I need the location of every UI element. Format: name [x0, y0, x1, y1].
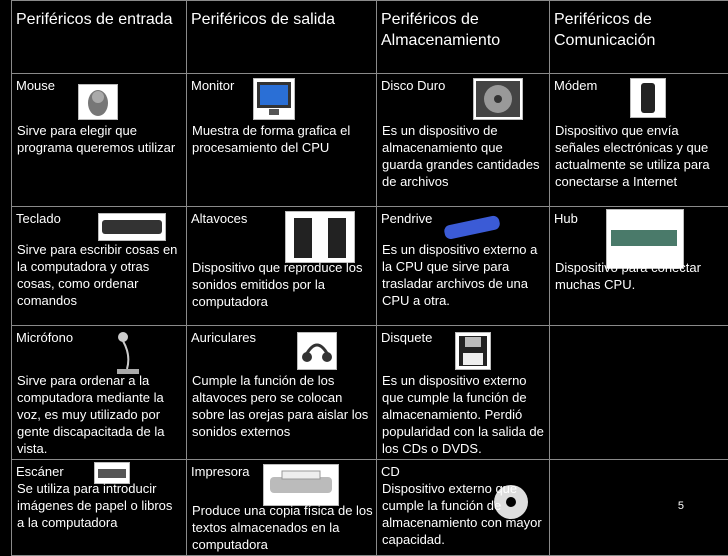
header-row — [12, 1, 728, 74]
cell-hub: Hub Dispositivo para conectar muchas CPU. — [550, 207, 728, 326]
cell-keyboard: Teclado Sirve para escribir cosas en la computadora y otras cosas, como ordenar comandos — [12, 207, 187, 326]
table-row — [12, 460, 728, 556]
monitor-icon — [253, 78, 295, 120]
cell-monitor: Monitor Muestra de forma grafica el procesamiento del CPU — [187, 74, 377, 207]
cell-microphone: Micrófono Sirve para ordenar a la computadora mediante la voz, es muy utilizado por gente discapacitada de la vista. — [12, 326, 187, 460]
cell-usb-drive: Pendrive Es un dispositivo externo a la CPU que sirve para trasladar archivos de una CPU a otra. — [377, 207, 550, 326]
header-communication: Periféricos de Comunicación — [550, 1, 728, 74]
header-output: Periféricos de salida — [187, 1, 377, 74]
mouse-icon — [78, 84, 118, 120]
headphones-icon — [297, 332, 337, 370]
peripherals-table — [11, 0, 728, 556]
hard-disk-icon — [473, 78, 523, 120]
keyboard-icon — [98, 213, 166, 241]
printer-icon — [263, 464, 339, 506]
header-input: Periféricos de entrada — [12, 1, 187, 74]
cell-speakers: Altavoces Dispositivo que reproduce los sonidos emitidos por la computadora — [187, 207, 377, 326]
speakers-icon — [285, 211, 355, 263]
floppy-disk-icon — [455, 332, 491, 370]
cell-printer: Impresora Produce una copia física de los textos almacenados en la computadora — [187, 460, 377, 556]
cell-modem: Módem Dispositivo que envía señales electrónicas y que actualmente se utiliza para conectarse a Internet — [550, 74, 728, 207]
cell-headphones: Auriculares Cumple la función de los altavoces pero se colocan sobre las orejas para aislar los sonidos externos — [187, 326, 377, 460]
table-row — [12, 207, 728, 326]
cell-empty — [550, 326, 728, 460]
header-storage: Periféricos de Almacenamiento — [377, 1, 550, 74]
microphone-icon — [108, 328, 146, 378]
cell-mouse: Mouse Sirve para elegir que programa queremos utilizar — [12, 74, 187, 207]
cell-hard-disk: Disco Duro Es un dispositivo de almacenamiento que guarda grandes cantidades de archivos — [377, 74, 550, 207]
cell-floppy-disk: Disquete Es un dispositivo externo que cumple la función de almacenamiento. Perdió popularidad con la salida de los CDs o DVDS. — [377, 326, 550, 460]
cell-scanner: Escáner Se utiliza para introducir imágenes de papel o libros a la computadora — [12, 460, 187, 556]
page-number: 5 — [678, 500, 684, 512]
table-row — [12, 326, 728, 460]
cell-cd: CD Dispositivo externo que cumple la función de almacenamiento con mayor capacidad. — [377, 460, 550, 556]
cell-empty — [550, 460, 728, 556]
modem-icon — [630, 78, 666, 118]
table-row — [12, 74, 728, 207]
usb-drive-icon — [437, 213, 511, 241]
